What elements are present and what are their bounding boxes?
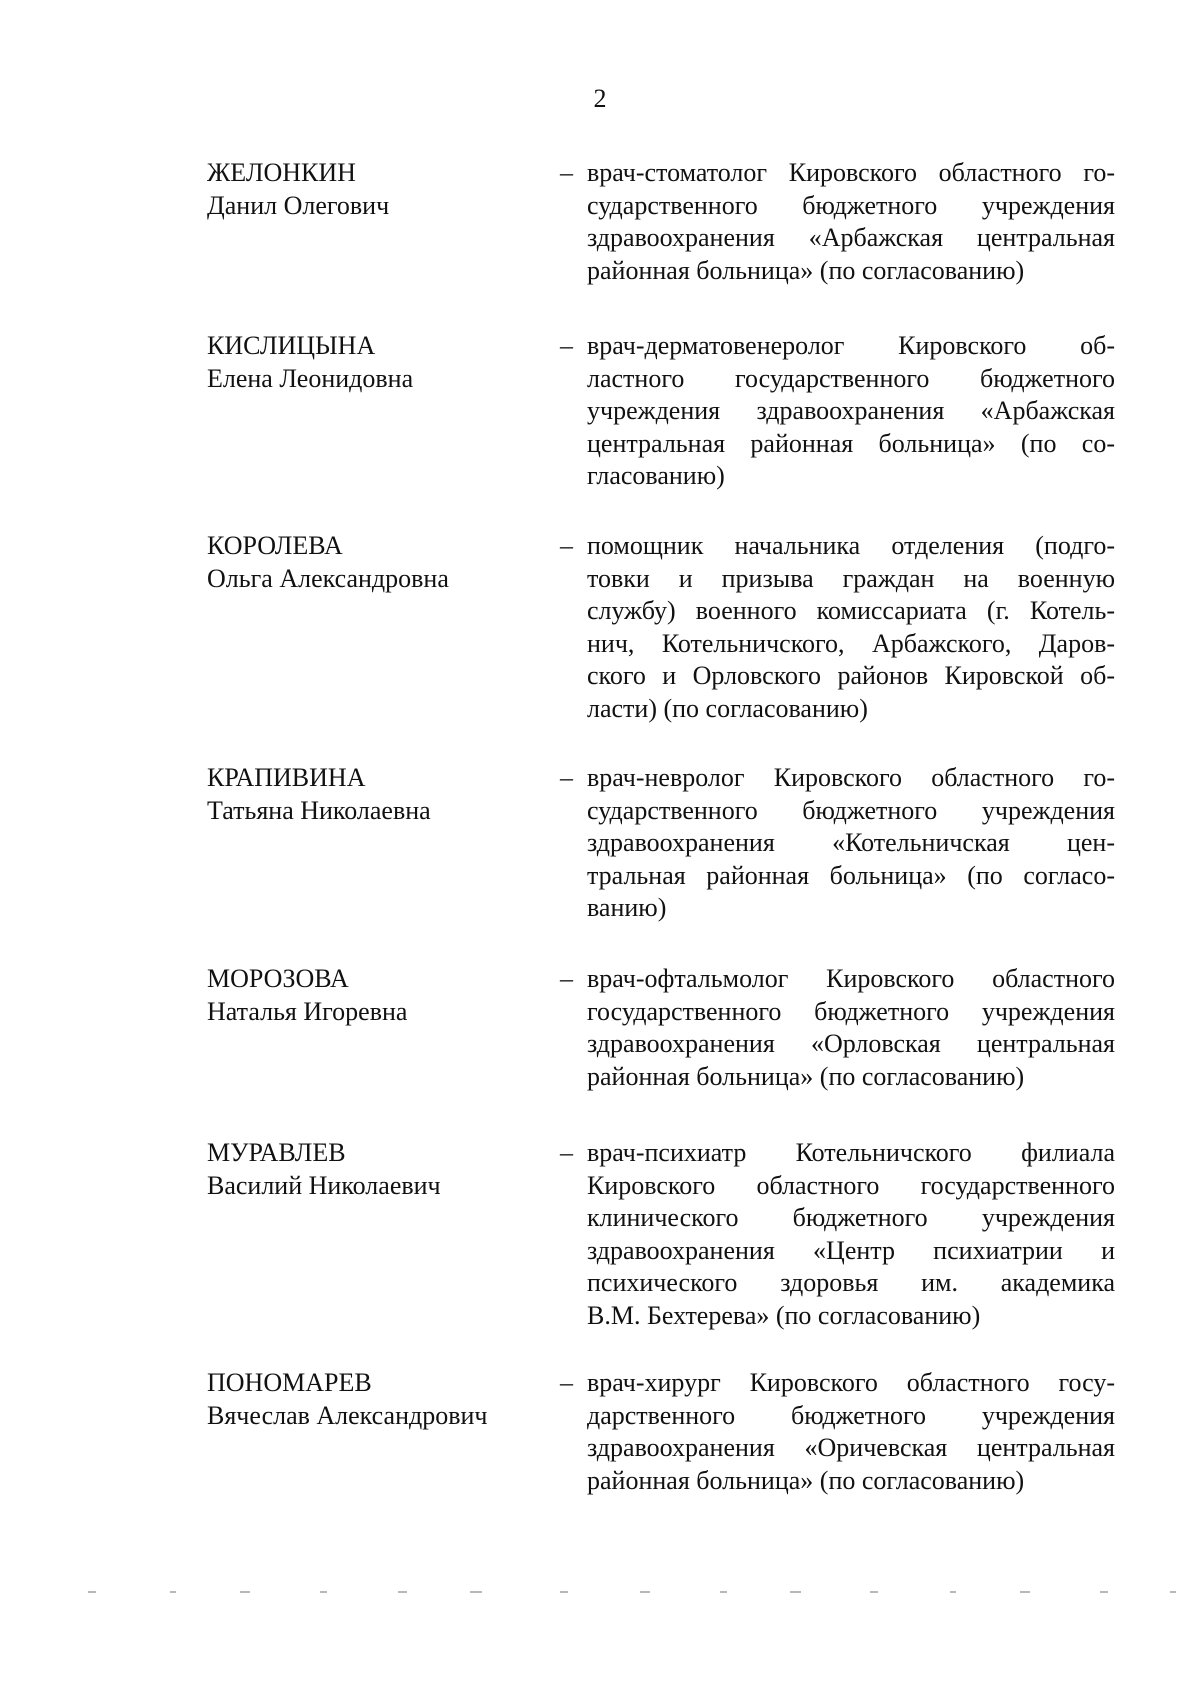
- member-surname: ПОНОМАРЕВ: [207, 1368, 372, 1397]
- member-position: [587, 762, 1115, 925]
- member-name: [207, 963, 537, 1028]
- position-line: В.М. Бехтерева» (по согласованию): [587, 1300, 981, 1330]
- position-line: ласти) (по согласованию): [587, 693, 868, 723]
- position-line: сударственного бюджетного учреждения: [587, 795, 1115, 825]
- dash-separator: –: [560, 763, 573, 792]
- scan-artifact: [950, 1591, 956, 1593]
- member-given-name: Татьяна Николаевна: [207, 795, 431, 825]
- scan-artifact: [870, 1591, 878, 1593]
- member-position: [587, 157, 1115, 287]
- scan-artifact: [1100, 1591, 1108, 1593]
- position-line: врач-психиатр Котельничского филиала: [587, 1138, 1115, 1167]
- position-line: здравоохранения «Центр психиатрии и: [587, 1235, 1115, 1265]
- dash-separator: –: [560, 531, 573, 560]
- position-line: районная больница» (по согласованию): [587, 255, 1025, 285]
- dash-separator: –: [560, 964, 573, 993]
- position-line: врач-хирург Кировского областного госу-: [587, 1368, 1115, 1397]
- position-line: районная больница» (по согласованию): [587, 1061, 1025, 1091]
- position-line: ластного государственного бюджетного: [587, 363, 1115, 393]
- member-surname: МУРАВЛЕВ: [207, 1138, 346, 1167]
- member-position: [587, 963, 1115, 1093]
- dash-separator: –: [560, 158, 573, 187]
- member-name: [207, 330, 537, 395]
- member-given-name: Наталья Игоревна: [207, 996, 408, 1026]
- member-position: [587, 1137, 1115, 1332]
- position-line: здравоохранения «Орловская центральная: [587, 1029, 1115, 1058]
- scan-artifact: [790, 1591, 801, 1593]
- member-given-name: Василий Николаевич: [207, 1170, 441, 1200]
- dash-separator: –: [560, 1138, 573, 1167]
- position-line: учреждения здравоохранения «Арбажская: [587, 396, 1115, 425]
- position-line: гласованию): [587, 461, 725, 490]
- member-name: [207, 157, 537, 222]
- position-line: психического здоровья им. академика: [587, 1268, 1115, 1297]
- position-line: службу) военного комиссариата (г. Котель-: [587, 596, 1115, 625]
- scan-artifact: [640, 1591, 650, 1593]
- member-name: [207, 1367, 537, 1432]
- member-name: [207, 1137, 537, 1202]
- position-line: тральная районная больница» (по согласо-: [587, 860, 1115, 890]
- position-line: центральная районная больница» (по со-: [587, 428, 1115, 458]
- scan-artifact: [720, 1591, 727, 1593]
- member-given-name: Ольга Александровна: [207, 563, 449, 593]
- position-line: здравоохранения «Оричевская центральная: [587, 1433, 1115, 1462]
- position-line: врач-невролог Кировского областного го-: [587, 763, 1115, 792]
- member-surname: КИСЛИЦЫНА: [207, 331, 376, 360]
- position-line: нич, Котельничского, Арбажского, Даров-: [587, 628, 1115, 658]
- position-line: Кировского областного государственного: [587, 1170, 1115, 1200]
- member-surname: ЖЕЛОНКИН: [207, 158, 356, 187]
- position-line: ванию): [587, 893, 667, 922]
- scan-artifact: [398, 1591, 407, 1593]
- position-line: врач-дерматовенеролог Кировского об-: [587, 331, 1115, 360]
- scan-artifact: [560, 1591, 568, 1593]
- scan-artifact: [1020, 1591, 1030, 1593]
- member-surname: КОРОЛЕВА: [207, 531, 343, 560]
- member-position: [587, 330, 1115, 493]
- position-line: врач-офтальмолог Кировского областного: [587, 964, 1115, 993]
- member-given-name: Елена Леонидовна: [207, 363, 414, 393]
- position-line: сударственного бюджетного учреждения: [587, 190, 1115, 220]
- dash-separator: –: [560, 331, 573, 360]
- page-number: 2: [593, 84, 607, 113]
- member-position: [587, 1367, 1115, 1497]
- member-given-name: Данил Олегович: [207, 190, 390, 220]
- position-line: районная больница» (по согласованию): [587, 1465, 1025, 1495]
- member-name: [207, 762, 537, 827]
- scan-artifact: [88, 1591, 96, 1593]
- scan-artifact: [470, 1591, 482, 1593]
- position-line: ского и Орловского районов Кировской об-: [587, 661, 1115, 690]
- member-position: [587, 530, 1115, 725]
- position-line: клинического бюджетного учреждения: [587, 1203, 1115, 1232]
- member-surname: МОРОЗОВА: [207, 964, 349, 993]
- position-line: государственного бюджетного учреждения: [587, 996, 1115, 1026]
- member-given-name: Вячеслав Александрович: [207, 1400, 488, 1430]
- scan-artifact: [170, 1591, 176, 1593]
- scan-artifact: [320, 1591, 327, 1593]
- member-name: [207, 530, 537, 595]
- position-line: здравоохранения «Арбажская центральная: [587, 223, 1115, 252]
- position-line: врач-стоматолог Кировского областного го-: [587, 158, 1115, 187]
- position-line: дарственного бюджетного учреждения: [587, 1400, 1115, 1430]
- scan-artifact: [1170, 1591, 1176, 1593]
- scan-artifact: [240, 1591, 250, 1593]
- position-line: помощник начальника отделения (подго-: [587, 531, 1115, 560]
- position-line: товки и призыва граждан на военную: [587, 563, 1115, 593]
- position-line: здравоохранения «Котельничская цен-: [587, 828, 1115, 857]
- member-surname: КРАПИВИНА: [207, 763, 366, 792]
- dash-separator: –: [560, 1368, 573, 1397]
